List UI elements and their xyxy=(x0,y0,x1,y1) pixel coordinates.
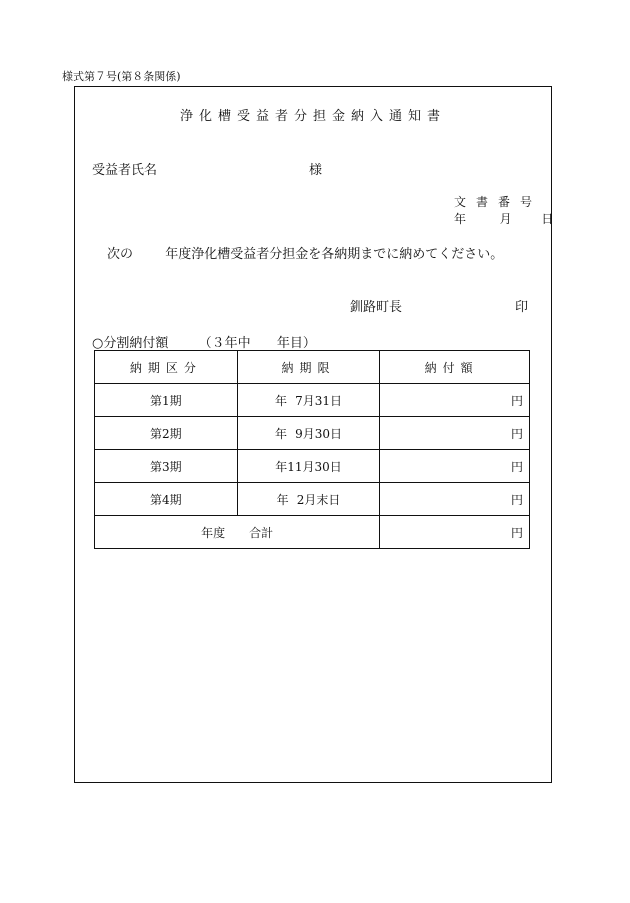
row-amount: 円 xyxy=(380,483,530,516)
total-label xyxy=(95,516,380,549)
total-year-label: 年度 xyxy=(201,525,226,540)
document-title: 浄化槽受益者分担金納入通知書 xyxy=(179,109,446,124)
installment-title: ○分割納付額 xyxy=(92,336,169,351)
row-amount: 円 xyxy=(380,384,530,417)
row-amount: 円 xyxy=(380,417,530,450)
row-period: 第2期 xyxy=(95,417,238,450)
deadline-date: 9月30日 xyxy=(295,426,342,441)
deadline-date: 11月30日 xyxy=(287,459,342,474)
table-row xyxy=(95,417,530,450)
table-row xyxy=(95,450,530,483)
header-amount: 納付額 xyxy=(380,351,530,384)
installment-open: （３年中 xyxy=(198,336,251,351)
deadline-year: 年 xyxy=(276,492,289,507)
payment-table xyxy=(94,350,530,549)
total-amount: 円 xyxy=(380,516,530,549)
table-total-row xyxy=(95,516,530,549)
payer-name-label: 受益者氏名 xyxy=(92,163,158,178)
installment-label xyxy=(92,332,316,351)
row-period: 第4期 xyxy=(95,483,238,516)
honorific: 様 xyxy=(309,163,323,178)
row-deadline xyxy=(237,384,380,417)
installment-close: 年目） xyxy=(276,336,316,351)
row-period: 第1期 xyxy=(95,384,238,417)
row-amount: 円 xyxy=(380,450,530,483)
body-text: 年度浄化槽受益者分担金を各納期までに納めてください。 xyxy=(165,247,504,262)
date-month-label: 月 xyxy=(499,212,512,226)
row-deadline xyxy=(237,450,380,483)
row-deadline xyxy=(237,417,380,450)
deadline-date: 7月31日 xyxy=(295,393,342,408)
deadline-year: 年 xyxy=(275,426,288,441)
row-period: 第3期 xyxy=(95,450,238,483)
notice-body xyxy=(107,243,503,262)
issue-date xyxy=(454,210,553,227)
total-sum-label: 合計 xyxy=(249,525,274,540)
deadline-year: 年 xyxy=(275,459,288,474)
deadline-date: 2月末日 xyxy=(296,492,341,507)
document-number-label: 文書番号 xyxy=(454,195,543,209)
header-period: 納期区分 xyxy=(95,351,238,384)
notice-frame xyxy=(74,86,552,783)
deadline-year: 年 xyxy=(275,393,288,408)
table-row xyxy=(95,483,530,516)
form-number-label: 様式第７号(第８条関係) xyxy=(62,70,181,83)
date-year-label: 年 xyxy=(454,212,467,226)
header-deadline: 納期限 xyxy=(237,351,380,384)
date-day-label: 日 xyxy=(541,212,554,226)
issuer-title: 釧路町長 xyxy=(350,300,403,315)
seal-mark: 印 xyxy=(515,300,529,315)
row-deadline xyxy=(237,483,380,516)
body-prefix: 次の xyxy=(107,247,134,262)
table-row xyxy=(95,384,530,417)
table-header-row xyxy=(95,351,530,384)
